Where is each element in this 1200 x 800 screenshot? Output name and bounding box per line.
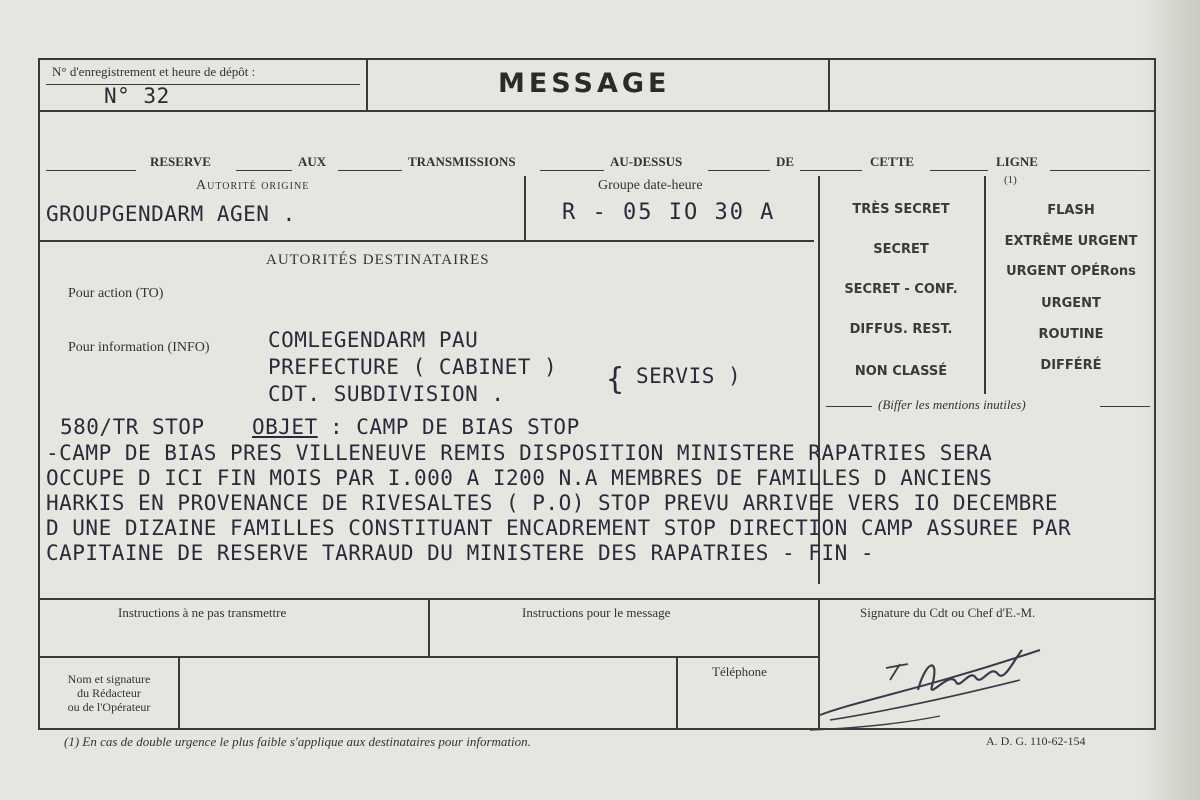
precedence-differe: DIFFÉRÉ <box>1040 358 1102 373</box>
dtg-label: Groupe date-heure <box>598 178 703 193</box>
strike-dash <box>1100 406 1150 407</box>
reserve-dash <box>46 170 136 171</box>
reserve-word-4: AU-DESSUS <box>610 154 683 169</box>
registration-value: N° 32 <box>104 84 170 108</box>
strike-note: (Biffer les mentions inutiles) <box>878 397 1026 412</box>
phone-label: Téléphone <box>712 664 767 679</box>
info-line-2: PREFECTURE ( CABINET ) <box>268 355 558 379</box>
signature-label: Signature du Cdt ou Chef d'E.-M. <box>860 605 1036 620</box>
reserve-dash <box>930 170 988 171</box>
frame-left <box>38 58 40 730</box>
footer-mid <box>38 656 818 658</box>
reserve-dash <box>540 170 604 171</box>
form-reference: A. D. G. 110-62-154 <box>986 734 1086 748</box>
message-line-4: D UNE DIZAINE FAMILLES CONSTITUANT ENCADREMENT STOP DIRECTION CAMP ASSUREE PAR <box>46 516 1072 540</box>
reserve-dash <box>338 170 402 171</box>
reserve-dash <box>708 170 770 171</box>
class-secret: SECRET <box>873 242 929 257</box>
reserve-word-2: AUX <box>298 154 327 169</box>
class-diffus-rest: DIFFUS. REST. <box>849 322 953 337</box>
footer-divider-4 <box>676 656 678 728</box>
form-title: MESSAGE <box>498 68 671 99</box>
no-transmit-label: Instructions à ne pas transmettre <box>118 605 287 620</box>
writer-label <box>44 672 174 714</box>
message-ref: 580/TR STOP <box>60 415 205 439</box>
serviced-brace-icon: { <box>606 362 625 397</box>
frame-top <box>38 58 1156 60</box>
precedence-urgent: URGENT <box>1041 296 1101 311</box>
writer-label-1: Nom et signature <box>67 672 151 686</box>
origin-divider <box>524 176 526 240</box>
class-divider-mid <box>984 176 986 394</box>
precedence-extreme-urgent: EXTRÊME URGENT <box>1004 234 1138 249</box>
serviced-text: SERVIS ) <box>636 364 742 388</box>
header-bottom <box>38 110 1156 112</box>
reserve-word-7: LIGNE <box>996 154 1038 169</box>
reserve-word-6: CETTE <box>870 154 915 169</box>
class-non-classe: NON CLASSÉ <box>854 364 948 379</box>
reserve-word-1: RESERVE <box>150 154 211 169</box>
reserve-dash <box>236 170 292 171</box>
registration-underline <box>46 84 360 85</box>
footer-divider-3 <box>178 656 180 728</box>
message-line-2: OCCUPE D ICI FIN MOIS PAR I.000 A I200 N.A MEMBRES DE FAMILLES D ANCIENS <box>46 466 993 490</box>
reserve-word-5: DE <box>776 154 795 169</box>
dtg-value: R - 05 IO 30 A <box>562 200 776 225</box>
action-label: Pour action (TO) <box>68 286 164 301</box>
origin-bottom <box>38 240 814 242</box>
message-line-1: -CAMP DE BIAS PRES VILLENEUVE REMIS DISPOSITION MINISTERE RAPATRIES SERA <box>46 441 993 465</box>
signature-icon <box>800 620 1060 750</box>
origin-label: Autorité origine <box>196 178 310 193</box>
origin-value: GROUPGENDARM AGEN . <box>46 202 296 226</box>
signature-text: Tarraud <box>930 702 961 713</box>
info-line-1: COMLEGENDARM PAU <box>268 328 479 352</box>
reserve-note: (1) <box>1004 174 1017 186</box>
footer-divider-1 <box>428 598 430 656</box>
paper-shadow <box>1140 0 1200 800</box>
reserve-dash <box>800 170 862 171</box>
instructions-label: Instructions pour le message <box>522 605 671 620</box>
precedence-routine: ROUTINE <box>1038 327 1104 342</box>
objet-label: OBJET <box>252 415 318 439</box>
precedence-flash: FLASH <box>1047 203 1095 218</box>
header-divider-1 <box>366 58 368 110</box>
precedence-urgent-oper: URGENT OPÉRons <box>1006 264 1136 279</box>
class-tres-secret: TRÈS SECRET <box>852 202 950 217</box>
footer-top <box>38 598 1156 600</box>
destinations-heading: AUTORITÉS DESTINATAIRES <box>266 252 490 268</box>
writer-label-3: ou de l'Opérateur <box>67 700 151 714</box>
reserve-word-3: TRANSMISSIONS <box>408 154 516 169</box>
class-secret-conf: SECRET - CONF. <box>844 282 958 297</box>
registration-label: N° d'enregistrement et heure de dépôt : <box>52 64 256 79</box>
strike-dash <box>826 406 872 407</box>
frame-right <box>1154 58 1156 730</box>
header-divider-2 <box>828 58 830 110</box>
footer-note: (1) En cas de double urgence le plus faible s'applique aux destinataires pour information. <box>64 734 531 749</box>
info-label: Pour information (INFO) <box>68 340 210 355</box>
reserve-dash <box>1050 170 1150 171</box>
message-line-5: CAPITAINE DE RESERVE TARRAUD DU MINISTERE DES RAPATRIES - FIN - <box>46 541 875 565</box>
message-line-3: HARKIS EN PROVENANCE DE RIVESALTES ( P.O) STOP PREVU ARRIVEE VERS IO DECEMBRE <box>46 491 1059 515</box>
objet-value: : CAMP DE BIAS STOP <box>330 415 580 439</box>
info-line-3: CDT. SUBDIVISION . <box>268 382 505 406</box>
writer-label-2: du Rédacteur <box>77 686 141 700</box>
